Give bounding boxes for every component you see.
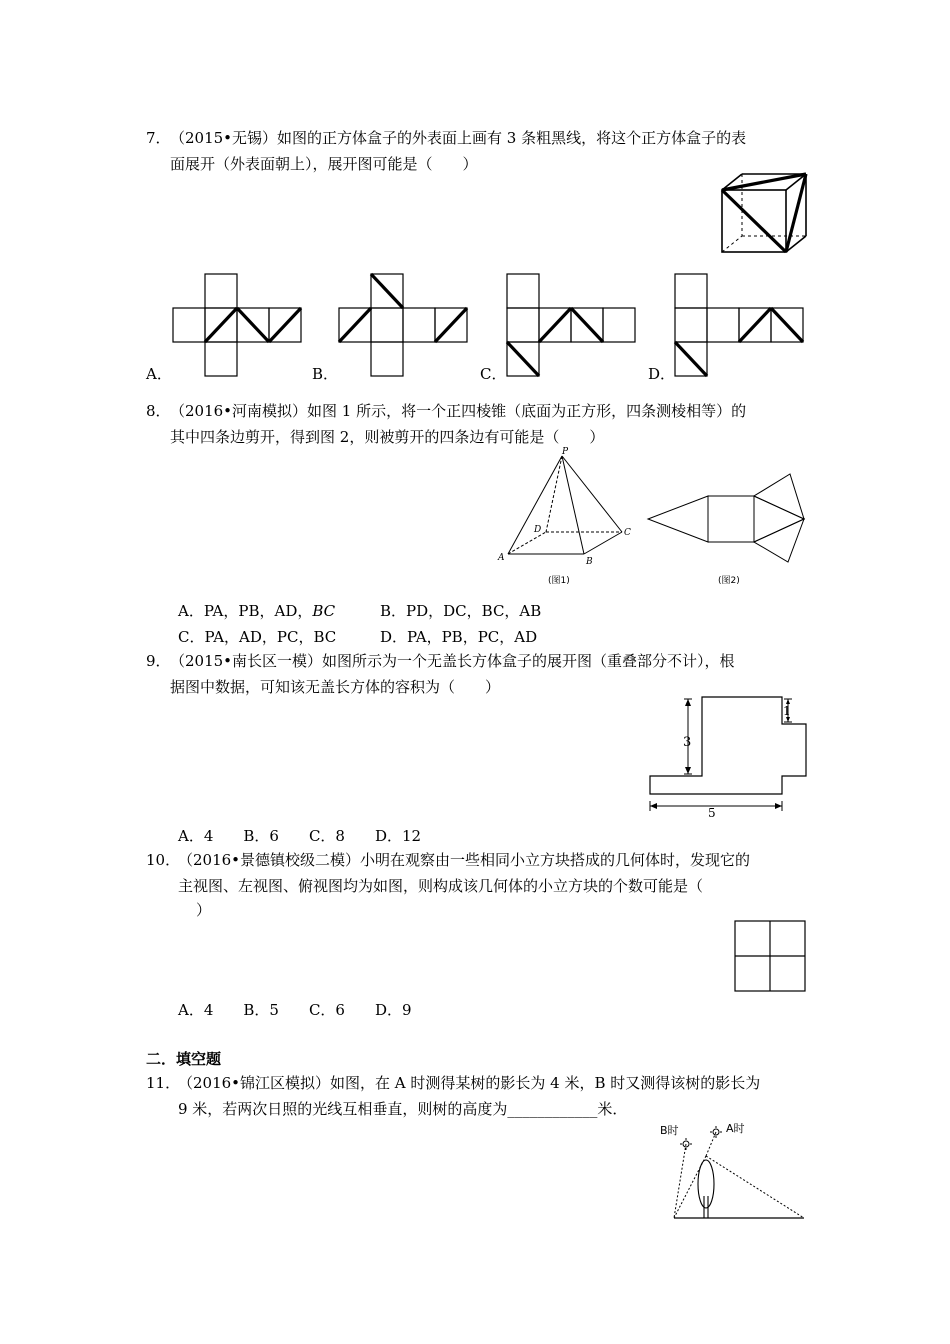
q10-view-grid-figure <box>734 920 808 994</box>
section-title-fill-in: 二．填空题 <box>146 1050 222 1068</box>
q10-text-line1: （2016•景德镇校级二模）小明在观察由一些相同小立方块搭成的几何体时，发现它的 <box>178 851 751 869</box>
q7-number: 7． <box>146 129 171 147</box>
q10-text-line2: 主视图、左视图、俯视图均为如图，则构成该几何体的小立方块的个数可能是（ <box>178 877 704 895</box>
q8-option-a: A．PA，PB，AD，BC <box>178 602 336 620</box>
q9-number: 9． <box>146 652 171 670</box>
q9-options: A．4 B．6 C．8 D．12 <box>178 827 422 845</box>
svg-text:3: 3 <box>683 735 692 750</box>
q9-text-line2: 据图中数据，可知该无盖长方体的容积为（ ） <box>170 678 501 696</box>
svg-text:P: P <box>562 447 569 457</box>
q10-number: 10． <box>146 851 181 869</box>
q7-option-b-net <box>338 273 468 379</box>
q7-option-a-label: A． <box>146 365 172 383</box>
q11-answer-blank: ____________ <box>507 1100 598 1118</box>
q8-text-line1: （2016•河南模拟）如图 1 所示，将一个正四棱锥（底面为正方形，四条测棱相等）的 <box>170 402 747 420</box>
q9-text-line1: （2015•南长区一模）如图所示为一个无盖长方体盒子的展开图（重叠部分不计），根 <box>170 652 735 670</box>
q7-text-line2: 面展开（外表面朝上），展开图可能是（ ） <box>170 155 478 173</box>
svg-text:A: A <box>498 553 505 563</box>
q7-option-c-label: C． <box>480 365 507 383</box>
svg-text:1: 1 <box>783 704 791 718</box>
q7-text-line1: （2015•无锡）如图的正方体盒子的外表面上画有 3 条粗黑线，将这个正方体盒子的表 <box>170 129 747 147</box>
q8-fig1-caption: (图1) <box>548 576 570 586</box>
q8-number: 8． <box>146 402 171 420</box>
q11-number: 11． <box>146 1074 181 1092</box>
q7-option-d-net <box>674 273 804 379</box>
q11-text-line1: （2016•锦江区模拟）如图，在 A 时测得某树的影长为 4 米，B 时又测得该树的影长为 <box>178 1074 761 1092</box>
q7-cube-figure <box>718 172 810 254</box>
q8-option-c: C．PA，AD，PC，BC <box>178 628 337 646</box>
q9-box-net-figure <box>646 694 810 820</box>
q10-options: A．4 B．5 C．6 D．9 <box>178 1001 412 1019</box>
q8-option-b: B．PD，DC，BC，AB <box>380 602 542 620</box>
q7-option-c-net <box>506 273 636 379</box>
svg-text:D: D <box>534 525 542 535</box>
q7-option-a-net <box>172 273 302 379</box>
q7-option-b-label: B． <box>312 365 339 383</box>
tree-icon <box>698 1160 714 1218</box>
q8-fig2-caption: (图2) <box>718 576 740 586</box>
q11-text-line2: 9 米，若两次日照的光线互相垂直，则树的高度为____________米． <box>178 1100 628 1118</box>
svg-text:C: C <box>624 528 631 538</box>
svg-text:A时: A时 <box>726 1122 745 1135</box>
q8-figure2-net <box>646 470 810 592</box>
svg-text:B: B <box>586 557 593 567</box>
q7-option-d-label: D． <box>648 365 676 383</box>
svg-text:5: 5 <box>708 806 716 820</box>
q11-tree-shadow-figure <box>660 1120 810 1222</box>
q8-text-line2: 其中四条边剪开，得到图 2，则被剪开的四条边有可能是（ ） <box>170 428 605 446</box>
svg-text:B时: B时 <box>660 1124 679 1137</box>
q8-figure1-pyramid <box>492 442 642 592</box>
q10-text-line3: ） <box>196 901 212 919</box>
q8-option-d: D．PA，PB，PC，AD <box>380 628 538 646</box>
